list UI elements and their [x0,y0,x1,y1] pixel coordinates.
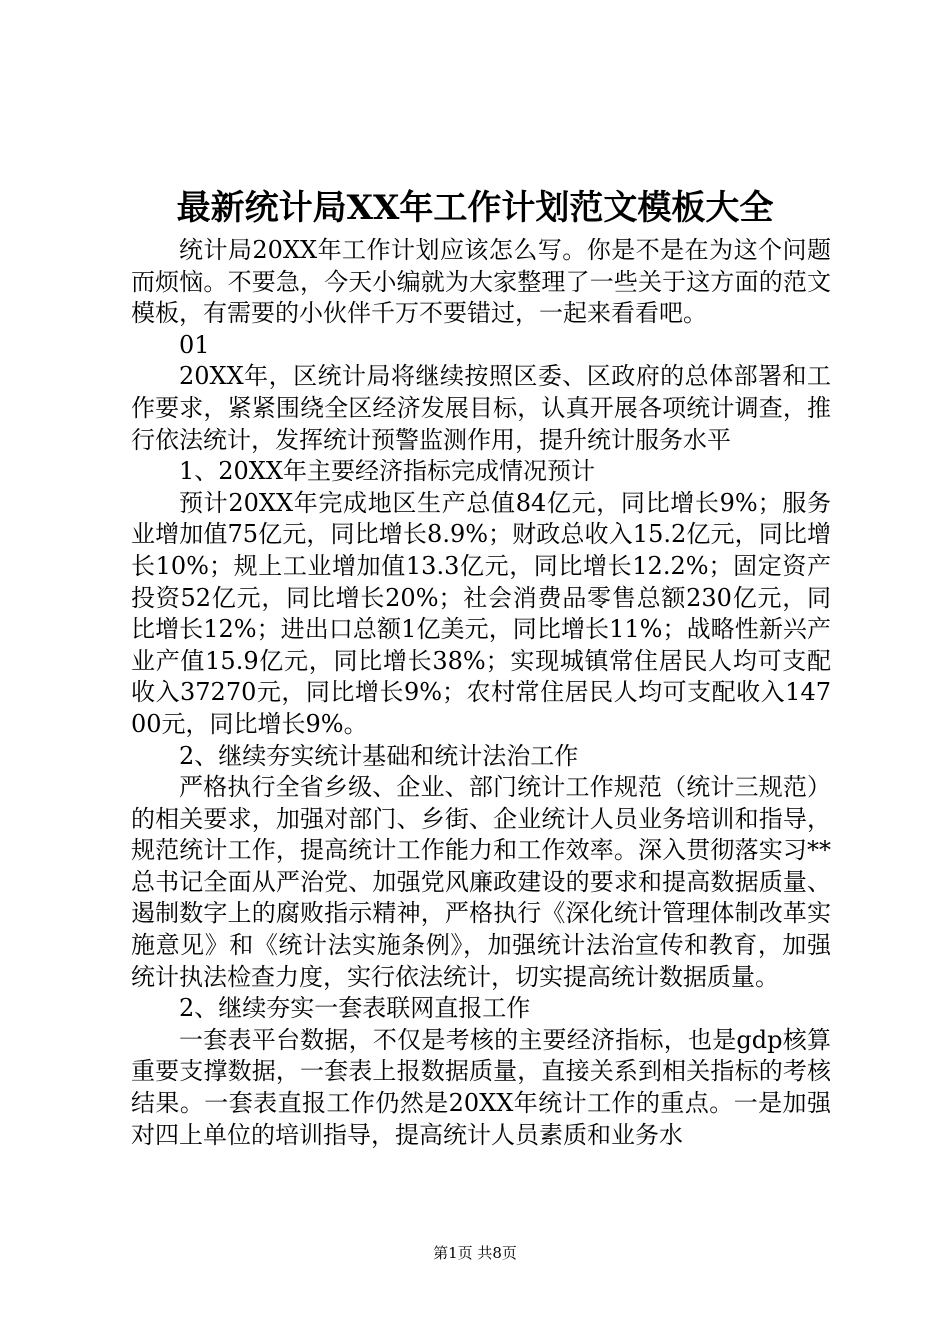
section-heading-1: 1、20XX年主要经济指标完成情况预计 [179,457,595,486]
document-body [131,235,831,1151]
direct-report-paragraph: 一套表平台数据，不仅是考核的主要经济指标，也是gdp核算重要支撑数据，一套表上报数据质量，直接关系到相关指标的考核结果。一套表直报工作仍然是20XX年统计工作的重点。一是加强对四上单位的培训指导，提高统计人员素质和业务水 [131,1025,831,1149]
intro-paragraph: 统计局20XX年工作计划应该怎么写。你是不是在为这个问题而烦恼。不要急，今天小编就为大家整理了一些关于这方面的范文模板，有需要的小伙伴千万不要错过，一起来看看吧。 [131,236,831,328]
section-number: 01 [179,330,210,359]
statistics-law-paragraph: 严格执行全省乡级、企业、部门统计工作规范（统计三规范）的相关要求，加强对部门、乡街、企业统计人员业务培训和指导，规范统计工作，提高统计工作能力和工作效率。深入贯彻落实习**总书记全面从严治党、加强党风廉政建设的要求和提高数据质量、遏制数字上的腐败指示精神，严格执行《深化统计管理体制改革实施意见》和《统计法实施条例》，加强统计法治宣传和教育，加强统计执法检查力度，实行依法统计，切实提高统计数据质量。 [131,773,831,991]
page-footer: 第1页 共8页 [433,1244,517,1262]
indicators-paragraph: 预计20XX年完成地区生产总值84亿元，同比增长9%；服务业增加值75亿元，同比增长8.9%；财政总收入15.2亿元，同比增长10%；规上工业增加值13.3亿元，同比增长12.2%；固定资产投资52亿元，同比增长20%；社会消费品零售总额230亿元，同比增长12%；进出口总额1亿美元，同比增长11%；战略性新兴产业产值15.9亿元，同比增长38%；实现城镇常住居民人均可支配收入37270元，同比增长9%；农村常住居民人均可支配收入14700元，同比增长9%。 [131,488,831,738]
section-heading-2: 2、继续夯实统计基础和统计法治工作 [179,741,579,770]
document-title: 最新统计局XX年工作计划范文模板大全 [176,188,774,228]
section-heading-3: 2、继续夯实一套表联网直报工作 [179,994,531,1023]
overview-paragraph: 20XX年，区统计局将继续按照区委、区政府的总体部署和工作要求，紧紧围绕全区经济发展目标，认真开展各项统计调查，推行依法统计，发挥统计预警监测作用，提升统计服务水平 [131,362,831,454]
